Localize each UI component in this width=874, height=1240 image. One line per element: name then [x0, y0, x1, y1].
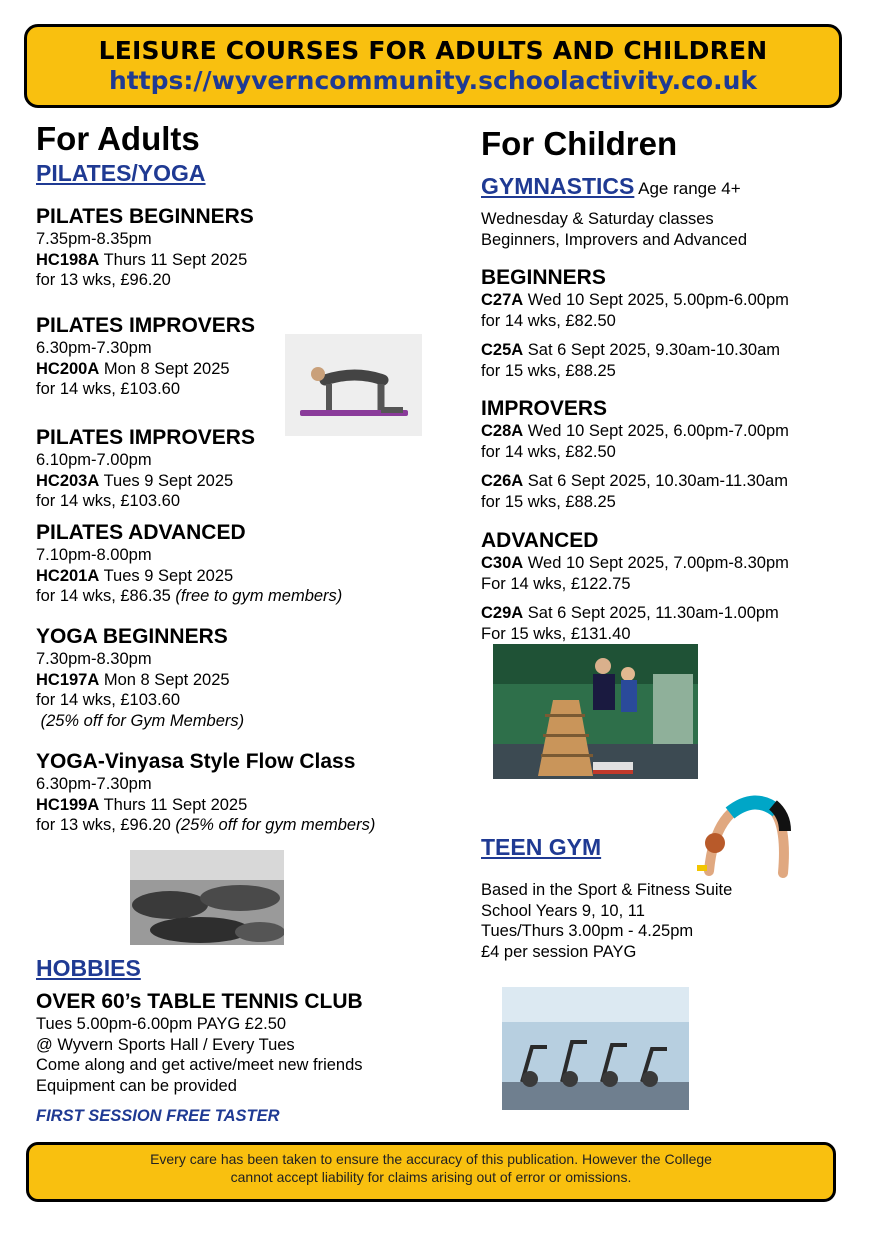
course-pilates-beginners	[36, 205, 254, 291]
age-range: Age range 4+	[634, 179, 741, 198]
class-detail: Wed 10 Sept 2025, 7.00pm-8.30pm	[523, 554, 789, 572]
course-note: (25% off for gym members)	[175, 816, 376, 834]
course-price: for 14 wks, £103.60	[36, 492, 181, 510]
group-title: ADVANCED	[481, 529, 599, 552]
group-advanced	[481, 529, 789, 644]
club-line: Equipment can be provided	[36, 1076, 237, 1095]
gymnastics-vault-photo	[493, 644, 698, 779]
course-yoga-vinyasa	[36, 750, 375, 836]
pilates-yoga-link[interactable]: PILATES/YOGA	[36, 160, 206, 186]
course-yoga-beginners	[36, 625, 244, 731]
class-code: C26A	[481, 472, 524, 490]
course-code: HC197A	[36, 670, 100, 689]
class-detail: Sat 6 Sept 2025, 9.30am-10.30am	[523, 341, 781, 359]
class-price: For 15 wks, £131.40	[481, 624, 631, 643]
course-date: Thurs 11 Sept 2025	[99, 795, 248, 814]
group-title: BEGINNERS	[481, 266, 606, 289]
group-beginners	[481, 266, 789, 381]
hobbies-link[interactable]: HOBBIES	[36, 955, 141, 981]
course-pilates-improvers-mon	[36, 314, 255, 400]
course-time: 7.10pm-8.00pm	[36, 546, 152, 564]
disclaimer-footer	[26, 1142, 836, 1202]
teen-line: School Years 9, 10, 11	[481, 901, 645, 920]
class-code: C25A	[481, 341, 524, 359]
club-line: Come along and get active/meet new friends	[36, 1056, 363, 1074]
class-code: C29A	[481, 604, 524, 622]
disclaimer-line: Every care has been taken to ensure the accuracy of this publication. However the College	[150, 1151, 712, 1167]
gymnastics-header	[481, 173, 741, 200]
course-pilates-advanced	[36, 521, 342, 607]
course-time: 6.30pm-7.30pm	[36, 339, 152, 357]
class-detail: Wed 10 Sept 2025, 5.00pm-6.00pm	[523, 291, 789, 309]
yoga-class-photo	[130, 850, 284, 945]
course-time: 6.10pm-7.00pm	[36, 451, 152, 469]
teen-line: £4 per session PAYG	[481, 942, 637, 961]
course-code: HC198A	[36, 250, 100, 269]
intro-line: Beginners, Improvers and Advanced	[481, 230, 747, 249]
pilates-photo	[285, 334, 422, 436]
class-price: For 14 wks, £122.75	[481, 574, 631, 593]
course-title: PILATES IMPROVERS	[36, 426, 255, 449]
course-price: for 14 wks, £103.60	[36, 691, 181, 709]
teen-gym-link[interactable]: TEEN GYM	[481, 834, 602, 860]
course-note: (free to gym members)	[175, 587, 343, 605]
course-time: 7.35pm-8.35pm	[36, 230, 152, 248]
course-pilates-improvers-tues	[36, 426, 255, 512]
class-code: C27A	[481, 291, 524, 309]
course-date: Thurs 11 Sept 2025	[99, 250, 248, 269]
gymnastics-intro	[481, 209, 747, 250]
teen-line: Based in the Sport & Fitness Suite	[481, 881, 733, 899]
page-title: LEISURE COURSES FOR ADULTS AND CHILDREN	[98, 36, 768, 65]
website-url[interactable]: https://wyverncommunity.schoolactivity.co.uk	[108, 66, 758, 95]
table-tennis-club	[36, 990, 363, 1096]
disclaimer-line: cannot accept liability for claims arising out of error or omissions.	[230, 1169, 632, 1185]
backbend-photo	[685, 785, 800, 880]
course-date: Tues 9 Sept 2025	[99, 566, 234, 585]
group-title: IMPROVERS	[481, 397, 608, 420]
course-title: YOGA-Vinyasa Style Flow Class	[36, 750, 356, 773]
children-heading: For Children	[481, 125, 678, 162]
free-taster-note: FIRST SESSION FREE TASTER	[36, 1107, 280, 1125]
class-price: for 14 wks, £82.50	[481, 442, 616, 461]
course-date: Tues 9 Sept 2025	[99, 471, 234, 490]
class-price: for 15 wks, £88.25	[481, 361, 616, 380]
course-title: PILATES IMPROVERS	[36, 314, 255, 337]
course-code: HC203A	[36, 471, 100, 490]
course-note: (25% off for Gym Members)	[36, 711, 245, 730]
class-detail: Sat 6 Sept 2025, 10.30am-11.30am	[523, 472, 788, 490]
club-line: @ Wyvern Sports Hall / Every Tues	[36, 1035, 295, 1054]
course-price: for 13 wks, £96.20	[36, 271, 171, 289]
course-title: PILATES BEGINNERS	[36, 205, 254, 228]
course-code: HC201A	[36, 566, 100, 585]
group-improvers	[481, 397, 789, 512]
course-date: Mon 8 Sept 2025	[99, 670, 230, 689]
teen-line: Tues/Thurs 3.00pm - 4.25pm	[481, 922, 694, 940]
course-price: for 13 wks, £96.20	[36, 816, 176, 834]
course-title: YOGA BEGINNERS	[36, 625, 228, 648]
adults-heading: For Adults	[36, 120, 200, 157]
course-date: Mon 8 Sept 2025	[99, 359, 230, 378]
class-price: for 15 wks, £88.25	[481, 492, 616, 511]
class-detail: Wed 10 Sept 2025, 6.00pm-7.00pm	[523, 422, 789, 440]
class-code: C28A	[481, 422, 524, 440]
header-banner	[24, 24, 842, 108]
class-detail: Sat 6 Sept 2025, 11.30am-1.00pm	[523, 604, 779, 622]
class-price: for 14 wks, £82.50	[481, 311, 616, 330]
teen-gym-info	[481, 880, 732, 962]
course-title: PILATES ADVANCED	[36, 521, 246, 544]
club-title: OVER 60’s TABLE TENNIS CLUB	[36, 990, 363, 1013]
course-code: HC200A	[36, 359, 100, 378]
club-line: Tues 5.00pm-6.00pm PAYG £2.50	[36, 1015, 287, 1033]
course-time: 6.30pm-7.30pm	[36, 775, 152, 793]
course-time: 7.30pm-8.30pm	[36, 650, 152, 668]
course-price: for 14 wks, £86.35	[36, 587, 176, 605]
course-code: HC199A	[36, 795, 100, 814]
gymnastics-link[interactable]: GYMNASTICS	[481, 173, 635, 199]
course-price: for 14 wks, £103.60	[36, 380, 181, 398]
class-code: C30A	[481, 554, 524, 572]
intro-line: Wednesday & Saturday classes	[481, 210, 714, 228]
fitness-suite-photo	[502, 987, 689, 1110]
